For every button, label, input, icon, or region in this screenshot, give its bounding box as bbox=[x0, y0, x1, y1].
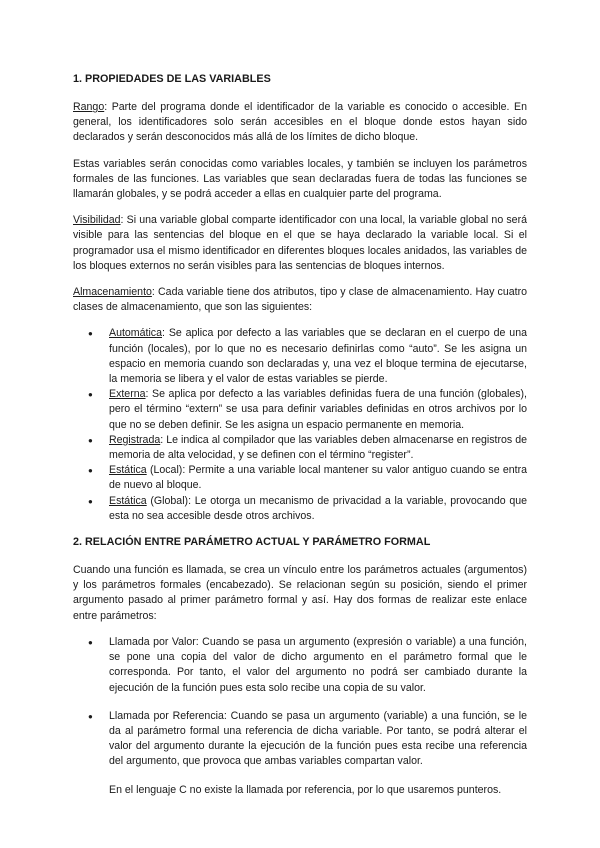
list-item-estatica-local bbox=[109, 463, 527, 493]
list-item-extra: (Local) bbox=[146, 464, 183, 477]
rango-paragraph bbox=[73, 100, 527, 146]
list-item-text: : Se aplica por defecto a las variables definidas fuera de una función (globales), pero el término “extern” se usa para definir variables definidas en otros archivos por lo que no se deben definir. Se les asigna un espacio permanente en memoria. bbox=[109, 388, 527, 431]
call-types-list bbox=[73, 635, 527, 770]
almacenamiento-text: : Cada variable tiene dos atributos, tipo y clase de almacenamiento. Hay cuatro clases de almacenamiento, que son las siguientes: bbox=[73, 286, 527, 314]
rango-term: Rango bbox=[73, 101, 105, 113]
list-item-automatica bbox=[109, 326, 527, 387]
list-item-term: Estática bbox=[109, 494, 147, 507]
list-item-text: : Se aplica por defecto a las variables que se declaran en el cuerpo de una función (locales), por lo que no es necesario definirlas como “auto”. Se les asigna un espacio en memoria cuando son declaradas y, una vez el bloque termina de ejecutarse, la memoria se libera y el valor de estas variables se pierde. bbox=[109, 327, 527, 386]
storage-classes-list bbox=[73, 326, 527, 524]
list-item-text: : Permite a una variable local mantener su valor antiguo cuando se entra de nuevo al bloque. bbox=[109, 464, 528, 492]
list-item-llamada-valor: ● Llamada por Valor: Cuando se pasa un argumento (expresión o variable) a una función, se pone una copia del valor de dicho argumento en el parámetro formal que le corresponda. Por tanto, el valor del argumento no podrá ser cambiado durante la ejecución de la función pues esta solo recibe una copia de su valor. bbox=[109, 635, 527, 696]
list-item-term: Estática bbox=[109, 464, 147, 477]
list-item-llamada-referencia: ● Llamada por Referencia: Cuando se pasa un argumento (variable) a una función, se le da al parámetro formal una referencia de dicha variable. Por tanto, se podrá alterar el valor del argumento durante la ejecución de la función pues esta recibe una referencia del argumento, que provoca que ambas variables compartan valor. bbox=[109, 709, 527, 770]
list-item-estatica-global bbox=[109, 494, 527, 524]
locales-paragraph: Estas variables serán conocidas como variables locales, y también se incluyen los parámetros formales de las funciones. Las variables que sean declaradas fuera de todas las funciones se llamarán globales, y se podrá acceder a ellas en cualquier parte del programa. bbox=[73, 157, 527, 201]
list-item-text: : Le otorga un mecanismo de privacidad a la variable, provocando que esta no sea accesible desde otros archivos. bbox=[109, 494, 527, 522]
list-item-term: Registrada bbox=[109, 433, 161, 446]
section-2-intro: Cuando una función es llamada, se crea un vínculo entre los parámetros actuales (argumentos) y los parámetros formales (encabezado). Se relacionan según su posición, siendo el primer argumento pasado al primer parámetro formal y así. Hay dos formas de realizar este enlace entre parámetros: bbox=[73, 564, 527, 622]
pointers-note: En el lenguaje C no existe la llamada por referencia, por lo que usaremos punteros. bbox=[109, 783, 502, 796]
almacenamiento-paragraph bbox=[73, 285, 527, 315]
list-item-extra: (Global) bbox=[146, 494, 189, 507]
visibilidad-term: Visibilidad bbox=[73, 214, 121, 227]
list-item-registrada bbox=[109, 433, 527, 463]
section-1-title: 1. PROPIEDADES DE LAS VARIABLES bbox=[73, 73, 271, 85]
list-item-term: Externa bbox=[109, 388, 146, 401]
visibilidad-paragraph bbox=[73, 213, 527, 274]
list-item-term: Automática bbox=[109, 327, 162, 340]
section-2-title: 2. RELACIÓN ENTRE PARÁMETRO ACTUAL Y PARÁMETRO FORMAL bbox=[73, 536, 431, 549]
almacenamiento-term: Almacenamiento bbox=[73, 286, 152, 299]
visibilidad-text: : Si una variable global comparte identificador con una local, la variable global no será visible para las sentencias del bloque en el que se haya declarado la variable local. Si el programador usa el mismo identificador en diferentes bloques locales anidados, las variables de los bloques externos no serán visibles para las sentencias de bloques internos. bbox=[73, 214, 527, 272]
list-item-externa bbox=[109, 387, 527, 433]
list-item-text: : Le indica al compilador que las variables deben almacenarse en registros de memoria de alta velocidad, y se definen con el término “register”. bbox=[109, 433, 527, 462]
rango-text: : Parte del programa donde el identificador de la variable es conocido o accesible. En general, los identificadores solo serán accesibles en el bloque donde estos hayan sido declarados y serán desconocidos más allá de los límites de dicho bloque. bbox=[73, 101, 527, 144]
